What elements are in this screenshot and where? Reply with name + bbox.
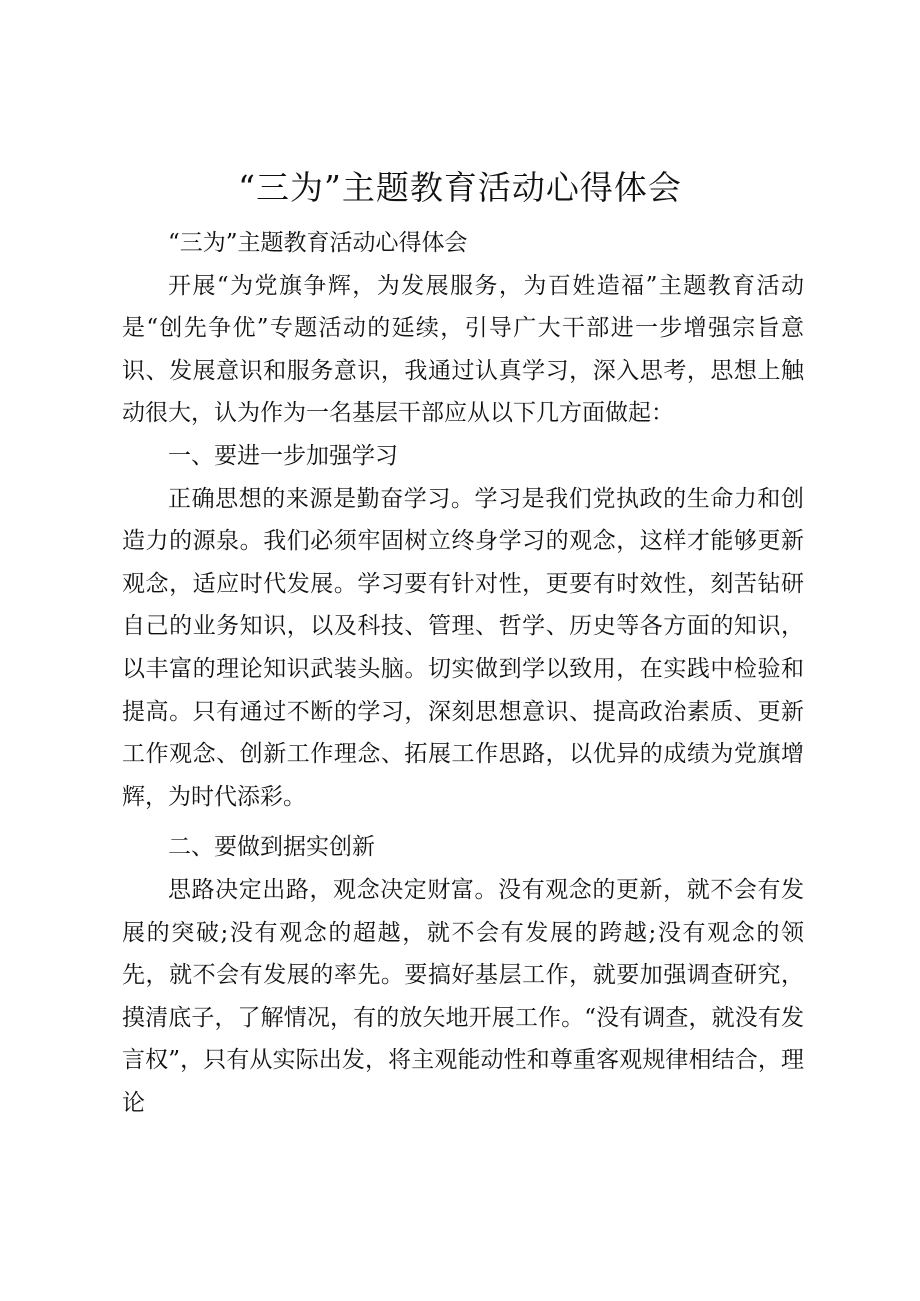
section-heading-1: 一、要进一步加强学习	[168, 442, 398, 469]
section-heading-2: 二、要做到据实创新	[168, 834, 375, 861]
document-body	[122, 222, 804, 1124]
subtitle-paragraph: “三为”主题教育活动心得体会	[168, 230, 468, 256]
section-2-paragraph: 思路决定出路，观念决定财富。没有观念的更新，就不会有发展的突破;没有观念的超越，就不会有发展的跨越;没有观念的领先，就不会有发展的率先。要搞好基层工作，就要加强调查研究，摸清底子，了解情况，有的放矢地开展工作。“没有调查，就没有发言权”，只有从实际出发，将主观能动性和尊重客观规律相结合，理论	[122, 876, 804, 1116]
section-1-paragraph: 正确思想的来源是勤奋学习。学习是我们党执政的生命力和创造力的源泉。我们必须牢固树立终身学习的观念，这样才能够更新观念，适应时代发展。学习要有针对性，更要有时效性，刻苦钻研自己的业务知识，以及科技、管理、哲学、历史等各方面的知识，以丰富的理论知识武装头脑。切实做到学以致用，在实践中检验和提高。只有通过不断的学习，深刻思想意识、提高政治素质、更新工作观念、创新工作理念、拓展工作思路，以优异的成绩为党旗增辉，为时代添彩。	[122, 485, 804, 810]
document-title: “三为”主题教育活动心得体会	[238, 168, 682, 207]
intro-paragraph: 开展“为党旗争辉，为发展服务，为百姓造福”主题教育活动是“创先争优”专题活动的延续，引导广大干部进一步增强宗旨意识、发展意识和服务意识，我通过认真学习，深入思考，思想上触动很大，认为作为一名基层干部应从以下几方面做起：	[122, 272, 804, 427]
